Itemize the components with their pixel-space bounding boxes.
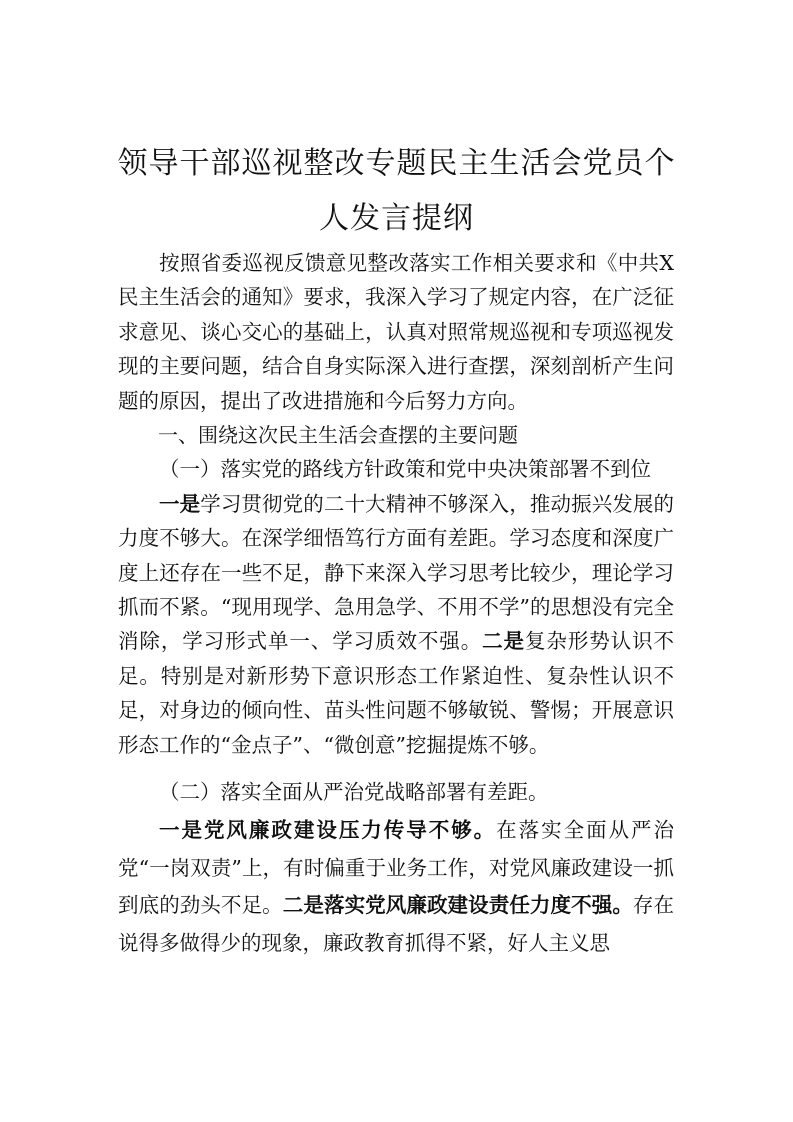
subsection-2-point-1-text: 在落实全面从严治党“一岗双责”上，有时偏重于业务工作，对党风廉政建设一抓到底的劲头不足。 bbox=[118, 818, 675, 918]
document-title-line-2: 人发言提纲 bbox=[319, 201, 474, 236]
document-body bbox=[118, 246, 674, 962]
document-title-line-1: 领导干部巡视整改专题民主生活会党员个 bbox=[117, 146, 676, 181]
intro-paragraph: 按照省委巡视反馈意见整改落实工作相关要求和《中共X民主生活会的通知》要求，我深入学习了规定内容，在广泛征求意见、谈心交心的基础上，认真对照常规巡视和专项巡视发现的主要问题，结合自身实际深入进行查摆，深刻剖析产生问题的原因，提出了改进措施和今后努力方向。 bbox=[118, 251, 674, 413]
point-1-lead: 一是 bbox=[159, 491, 201, 516]
subsection-2-paragraph bbox=[118, 812, 674, 962]
point-2-text: 复杂形势认识不足。特别是对新形势下意识形态工作紧迫性、复杂性认识不足，对身边的倾向性、苗头性问题不够敏锐、警惕；开展意识形态工作的“金点子”、“微创意”挖掘提炼不够。 bbox=[118, 629, 675, 757]
point-1-text: 学习贯彻党的二十大精神不够深入，推动振兴发展的力度不够大。在深学细悟笃行方面有差距。学习态度和深度广度上还存在一些不足，静下来深入学习思考比较少，理论学习抓而不紧。“现用现学、急用急学、不用不学”的思想没有完全消除，学习形式单一、学习质效不强。 bbox=[118, 491, 675, 654]
subsection-1-heading: （一）落实党的路线方针政策和党中央决策部署不到位 bbox=[159, 457, 651, 482]
section-1-heading: 一、围绕这次民主生活会查摆的主要问题 bbox=[158, 423, 518, 448]
subsection-2-point-1-lead: 一是党风廉政建设压力传导不够。 bbox=[159, 818, 497, 843]
subsection-1-paragraph bbox=[118, 487, 674, 762]
point-2-lead: 二是 bbox=[482, 629, 525, 654]
subsection-2-point-2-lead: 二是落实党风廉政建设责任力度不强。 bbox=[282, 893, 633, 918]
subsection-2-point-2-text: 存在说得多做得少的现象，廉政教育抓得不紧，好人主义思 bbox=[118, 893, 675, 955]
subsection-2-heading: （二）落实全面从严治党战略部署有差距。 bbox=[159, 780, 549, 805]
